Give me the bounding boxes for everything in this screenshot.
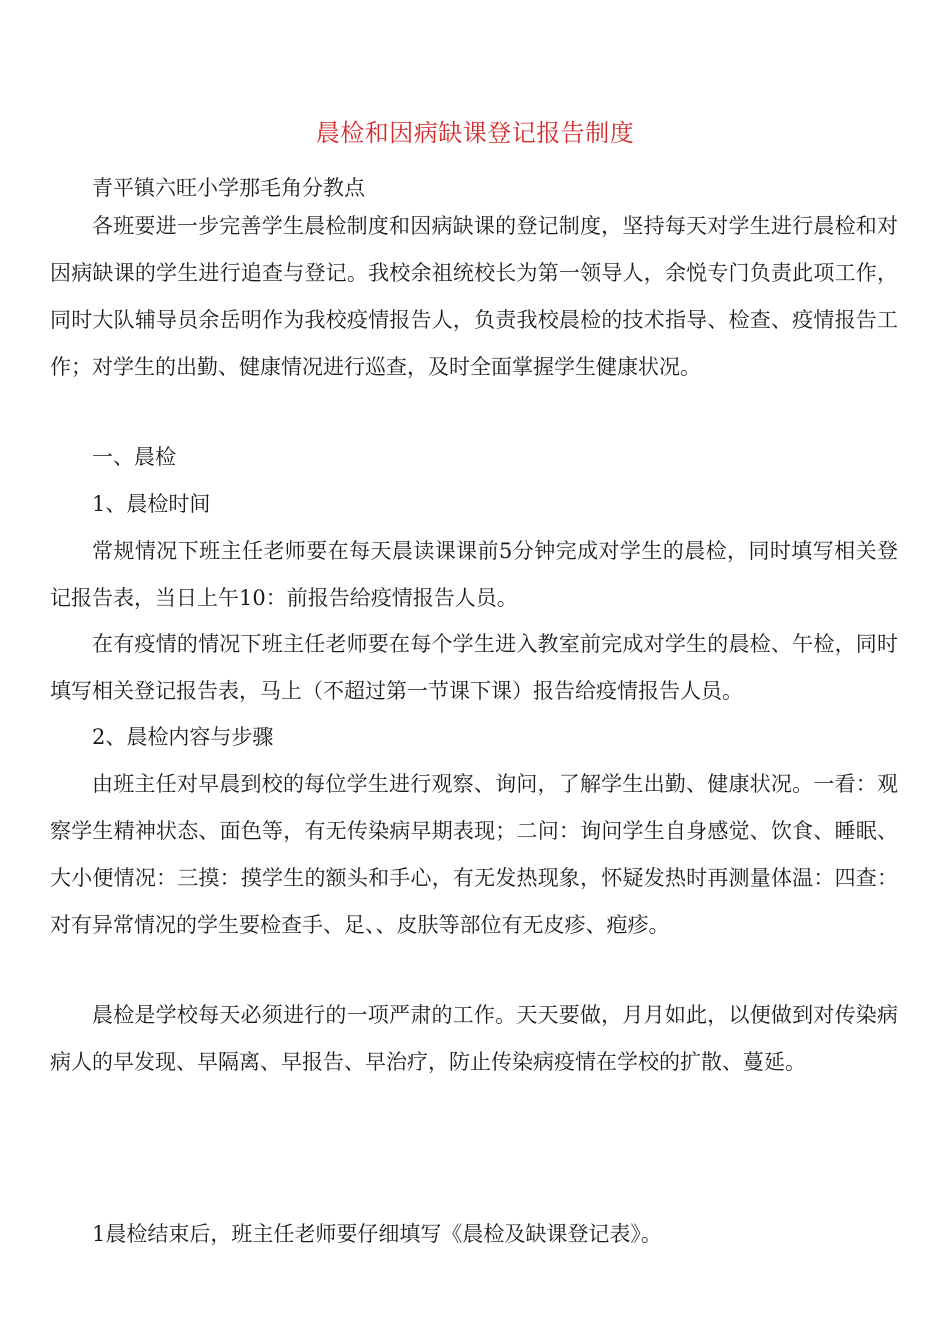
intro-paragraph: 各班要进一步完善学生晨检制度和因病缺课的登记制度，坚持每天对学生进行晨检和对因病缺课的学生进行追查与登记。我校余祖统校长为第一领导人，余悦专门负责此项工作，同时大队辅导员余岳明作为我校疫情报告人，负责我校晨检的技术指导、检查、疫情报告工作；对学生的出勤、健康情况进行巡查，及时全面掌握学生健康状况。 — [50, 214, 898, 379]
section-heading-morning-check: 一、晨检 — [92, 445, 176, 469]
subsection-heading-check-time: 1、晨检时间 — [92, 492, 211, 516]
school-name: 青平镇六旺小学那毛角分教点 — [92, 176, 365, 200]
paragraph-importance: 晨检是学校每天必须进行的一项严肃的工作。天天要做，月月如此，以便做到对传染病病人的早发现、早隔离、早报告、早治疗，防止传染病疫情在学校的扩散、蔓延。 — [50, 1003, 898, 1074]
subsection-heading-content-steps: 2、晨检内容与步骤 — [92, 725, 274, 749]
document-title: 晨检和因病缺课登记报告制度 — [315, 119, 635, 147]
paragraph-epidemic-time: 在有疫情的情况下班主任老师要在每个学生进入教室前完成对学生的晨检、午检，同时填写相关登记报告表，马上（不超过第一节课下课）报告给疫情报告人员。 — [50, 632, 898, 703]
paragraph-content-steps: 由班主任对早晨到校的每位学生进行观察、询问，了解学生出勤、健康状况。一看：观察学生精神状态、面色等，有无传染病早期表现；二问：询问学生自身感觉、饮食、睡眠、大小便情况：三摸：摸学生的额头和手心，有无发热现象，怀疑发热时再测量体温：四查：对有异常情况的学生要检查手、足、、皮肤等部位有无皮疹、疱疹。 — [50, 772, 898, 937]
paragraph-record: 1晨检结束后，班主任老师要仔细填写《晨检及缺课登记表》。 — [92, 1222, 662, 1246]
paragraph-normal-time: 常规情况下班主任老师要在每天晨读课课前5分钟完成对学生的晨检，同时填写相关登记报告表，当日上午10：前报告给疫情报告人员。 — [50, 539, 898, 610]
